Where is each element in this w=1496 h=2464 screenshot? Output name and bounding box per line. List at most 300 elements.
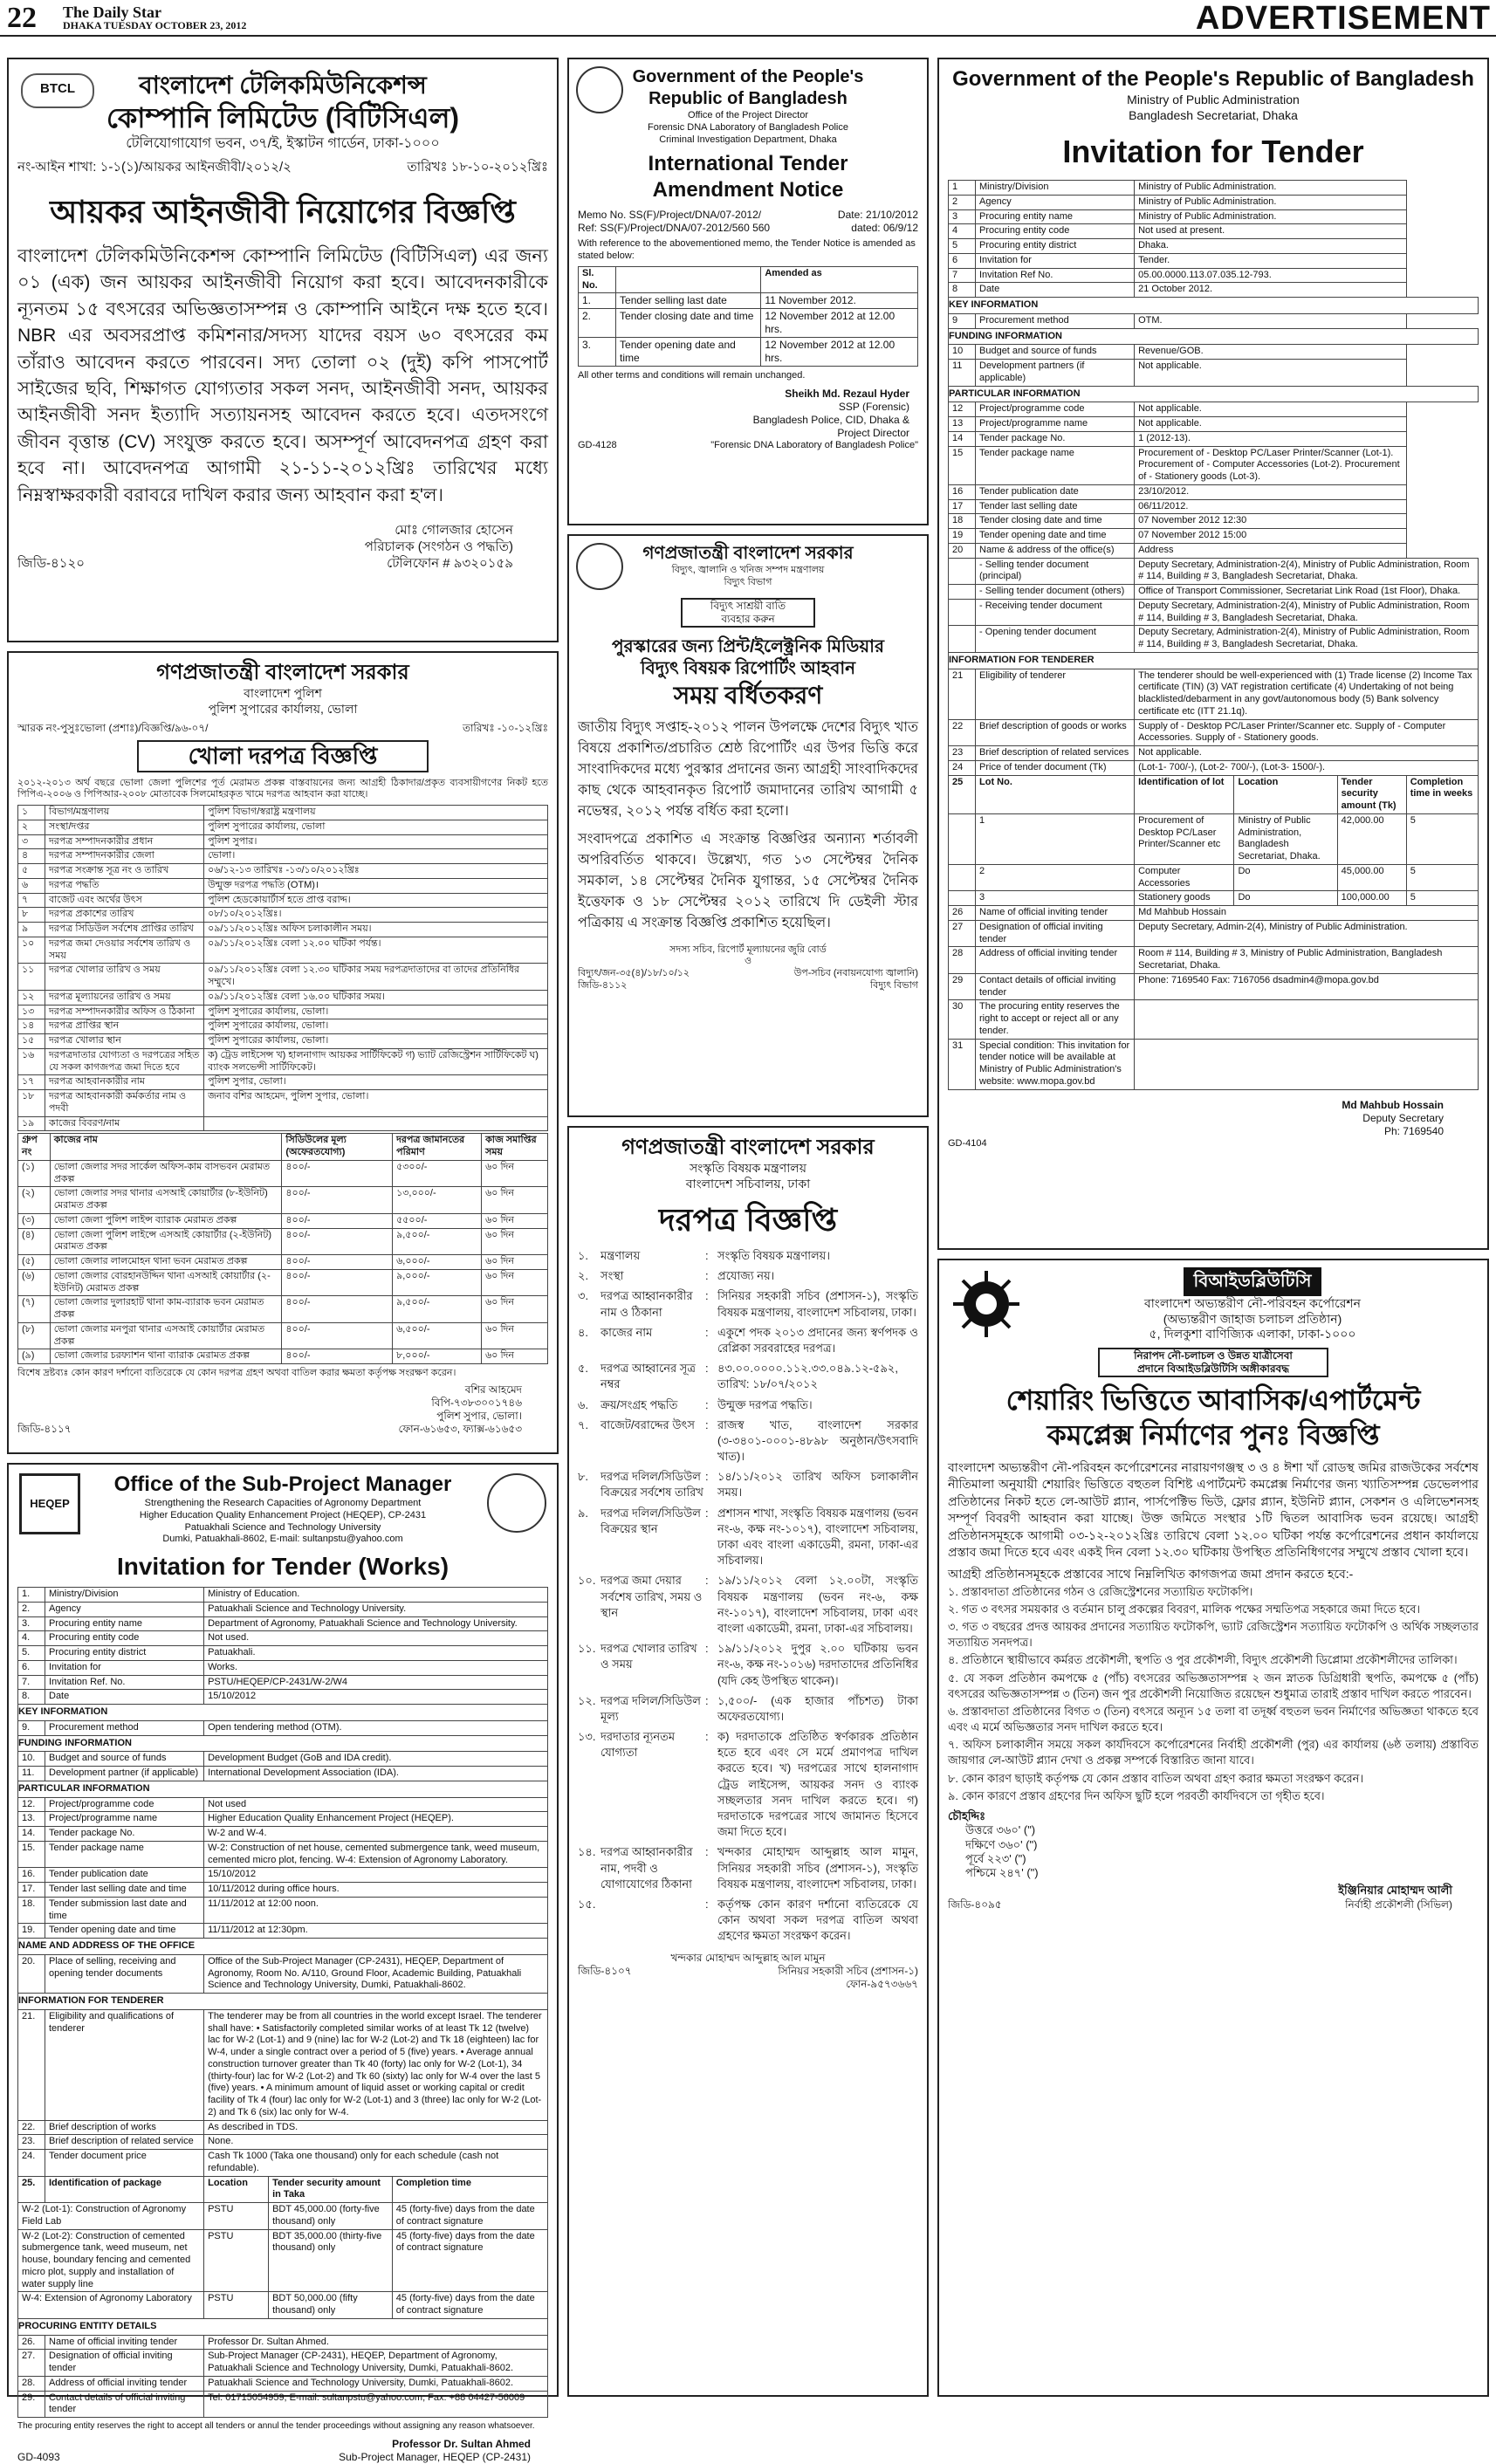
table-row <box>18 1269 548 1296</box>
table-cell: Procurement method <box>976 313 1135 328</box>
item-label: মন্ত্রণালয় <box>600 1249 641 1262</box>
table-cell: (১) <box>18 1160 51 1187</box>
table-cell: দরপত্র প্রকাশের তারিখ <box>45 908 204 923</box>
table-row <box>949 431 1479 446</box>
table-cell: Tender document price <box>45 2150 204 2177</box>
item-number: ১০. <box>578 1574 596 1588</box>
table-row <box>18 1048 548 1075</box>
table-cell: Deputy Secretary, Admin-2(4), Ministry of Public Administration. <box>1135 920 1479 947</box>
table-row <box>18 2009 548 2120</box>
table-cell: (৩) <box>18 1213 51 1228</box>
table-cell: Designation of official inviting tender <box>45 2350 204 2377</box>
table-cell: Development partners (if applicable) <box>976 360 1135 387</box>
table-cell: পুলিশ সুপার, ভোলা। <box>204 1075 548 1090</box>
item-number: ১১. <box>578 1642 596 1656</box>
table-cell: ভোলা জেলার সদর থানার এসআই কোয়ার্টার (৮-ইউনিট) মেরামত প্রকল্প <box>50 1187 282 1214</box>
biwtc-slogan1: নিরাপদ নৌ-চলাচল ও উন্নত যাত্রীসেবা <box>1134 1349 1293 1362</box>
biwtc-title2: কমপ্লেক্স নির্মাণের পুনঃ বিজ্ঞপ্তি <box>1047 1418 1380 1451</box>
table-cell: বাজেট এবং অর্থের উৎস <box>45 893 204 908</box>
separator: : <box>705 1470 709 1484</box>
table-cell: Do <box>1234 864 1337 891</box>
table-cell: Development partner (if applicable) <box>45 1767 204 1781</box>
list-item: ২. গত ৩ বৎসর সময়কার ও বর্তমান চালু প্রকল্পের বিবরণ, মালিক পক্ষের সম্মতিপত্র সহকারে জমা দিতে হবে। <box>948 1602 1421 1616</box>
table-cell: Not applicable. <box>1135 746 1479 761</box>
table-cell: সংস্থা/দপ্তর <box>45 820 204 834</box>
table-cell: - Receiving tender document <box>976 599 1135 626</box>
mopa-signer: Md Mahbub Hossain <box>1342 1098 1444 1111</box>
table-cell: Revenue/GOB. <box>1135 345 1407 360</box>
table-cell: দরপত্র আহবানকারীর নাম <box>45 1075 204 1090</box>
btcl-signer: মোঃ গোলজার হোসেন <box>395 523 513 539</box>
table-row <box>579 309 918 338</box>
table-cell: 9 <box>949 313 976 328</box>
biwtc-ref: জিডি-৪০৯৫ <box>948 1898 1002 1911</box>
table-cell: Brief description of works <box>45 2120 204 2135</box>
forensic-title1: International Tender <box>648 152 848 176</box>
table-row <box>949 224 1479 239</box>
culture-ministry-notice <box>567 1126 929 2397</box>
table-cell: Project/programme name <box>976 417 1135 432</box>
biwtc-req-title: আগ্রহী প্রতিষ্ঠানসমূহকে প্রস্তাবের সাথে নিম্নলিখিত কাগজপত্র জমা প্রদান করতে হবে:- <box>948 1567 1354 1582</box>
table-cell: 22 <box>949 719 976 746</box>
table-cell: উন্মুক্ত দরপত্র পদ্ধতি (OTM)। <box>204 878 548 893</box>
bhola-phone: ফোন-৬১৬৫৩, ফ্যাক্স-৬১৬৫৩ <box>398 1422 522 1435</box>
table-cell: 26 <box>949 906 976 921</box>
power-tagline2: ব্যবহার করুন <box>721 612 775 625</box>
bhola-intro: ২০১২-২০১৩ অর্থ বছরে ভোলা জেলা পুলিশের পূর্ত মেরামত প্রকল্প বাস্তবায়নের জন্য আগ্রহী ঠিকাদার/প্রকৃত ব্যবসায়ীগণের নিকট হতে পিপিএ-২০০৬ ও পিপিআর-২০০৮ মোতাবেক সিলমোহরকৃত খামে দরপত্র আহবান করা যাচ্ছে। <box>17 777 548 800</box>
table-cell: Higher Education Quality Enhancement Project (HEQEP). <box>204 1812 548 1827</box>
table-cell: Name & address of the office(s) <box>976 543 1135 558</box>
table-cell: 5 <box>1406 813 1478 864</box>
table-cell: - Selling tender document (principal) <box>976 558 1135 585</box>
table-cell: 16 <box>949 484 976 499</box>
item-value: খন্দকার মোহাম্মদ আব্দুল্লাহ আল মামুন, সিনিয়র সহকারী সচিব (প্রশাসন-১), সংস্কৃতি বিষয়ক মন্ত্রণালয়, বাংলাদেশ সচিবালয়, ঢাকা। <box>717 1845 918 1891</box>
bhola-date: তারিখঃ -১০-১২খ্রিঃ <box>462 722 548 734</box>
table-cell: 18 <box>949 514 976 529</box>
table-cell: 3. <box>18 1616 45 1631</box>
separator: : <box>705 1289 709 1303</box>
table-row <box>949 195 1479 209</box>
table-cell: Tender opening date and time <box>616 338 761 367</box>
table-row <box>18 1019 548 1034</box>
heqep-designation: Sub-Project Manager, HEQEP (CP-2431) <box>339 2450 531 2463</box>
list-item <box>578 1506 918 1569</box>
table-row <box>949 484 1479 499</box>
table-row <box>18 2150 548 2177</box>
table-cell: The procuring entity reserves the right to accept or reject all or any tender. <box>976 1000 1135 1039</box>
table-cell: ১৪ <box>18 1019 45 1034</box>
column-header: Identification of package <box>45 2176 204 2203</box>
table-cell: পুলিশ হেডকোয়ার্টার্স হতে প্রাপ্ত বরাদ্দ। <box>204 893 548 908</box>
table-cell: Budget and source of funds <box>976 345 1135 360</box>
table-row <box>18 864 548 879</box>
table-cell: Ministry/Division <box>45 1588 204 1603</box>
table-cell: Tender submission last date and time <box>45 1897 204 1924</box>
table-cell: ১৩,০০০/- <box>393 1187 482 1214</box>
table-cell: Procuring entity code <box>976 224 1135 239</box>
table-row <box>949 906 1479 921</box>
table-cell: 1 <box>949 181 976 196</box>
table-cell: ১২ <box>18 990 45 1005</box>
separator: : <box>705 1397 709 1411</box>
separator: : <box>705 1249 709 1262</box>
table-cell: ভোলা জেলার মনপুরা থানার এসআই কোয়ার্টার মেরামত প্রকল্প <box>50 1322 282 1349</box>
section-heading: FUNDING INFORMATION <box>18 1735 548 1752</box>
table-cell: 16. <box>18 1868 45 1883</box>
bhola-office: পুলিশ সুপারের কার্যালয়, ভোলা <box>208 701 358 716</box>
table-cell: As described in TDS. <box>204 2120 548 2135</box>
table-cell: Place of selling, receiving and opening tender documents <box>45 1954 204 1993</box>
table-cell: Tender publication date <box>976 484 1135 499</box>
forensic-dept: Criminal Investigation Department, Dhaka <box>659 134 837 145</box>
table-cell: Not applicable. <box>1135 402 1407 417</box>
table-cell: 12 November 2012 at 12.00 hrs. <box>761 338 918 367</box>
column-header: Identification of lot <box>1135 775 1234 813</box>
item-label: দরপত্র দলিল/সিডিউল বিক্রয়ের স্থান <box>600 1506 701 1535</box>
table-cell: Date <box>976 283 1135 298</box>
table-cell: W-2 (Lot-1): Construction of Agronomy Field Lab <box>18 2203 204 2230</box>
biwtc-designation: নির্বাহী প্রকৌশলী (সিভিল) <box>1345 1898 1452 1911</box>
heqep-logo: HEQEP <box>19 1473 80 1534</box>
table-row <box>949 514 1479 529</box>
table-cell: Procuring entity district <box>45 1646 204 1661</box>
table-cell: ৬০ দিন <box>482 1255 548 1270</box>
table-cell: BDT 45,000.00 (forty-five thousand) only <box>269 2203 393 2230</box>
table-cell: ৫ <box>18 864 45 879</box>
table-cell: ৪০০/- <box>282 1213 393 1228</box>
table-cell: Brief description of goods or works <box>976 719 1135 746</box>
table-cell: Invitation for <box>976 253 1135 268</box>
list-item: ৪. প্রতিষ্ঠানে স্থায়ীভাবে কর্মরত প্রকৌশলী, স্থপতি ও পুর প্রকৌশলী, বিদ্যুৎ প্রকৌশলী ডিপ্লোমা প্রকৌশলীদের তালিকা। <box>948 1653 1458 1667</box>
table-cell: Tender package name <box>45 1841 204 1868</box>
mopa-ref: GD-4104 <box>948 1137 987 1149</box>
heqep-sub1: Strengthening the Research Capacities of Agronomy Department <box>144 1498 422 1508</box>
table-cell: 9. <box>18 1720 45 1735</box>
table-cell: ৮ <box>18 908 45 923</box>
table-cell: ৬০ দিন <box>482 1160 548 1187</box>
power-ministry: বিদ্যুৎ, জ্বালানি ও খনিজ সম্পদ মন্ত্রণালয় <box>671 565 825 575</box>
forensic-ref-line: Ref: SS(F)/Project/DNA/07-2012/560 560 <box>578 222 771 235</box>
table-row <box>18 806 548 820</box>
table-cell: 07 November 2012 12:30 <box>1135 514 1407 529</box>
table-cell: Contact details of official inviting tender <box>45 2391 204 2418</box>
btcl-ref: জিডি-৪১২০ <box>17 555 86 571</box>
table-cell: ৮,০০০/- <box>393 1349 482 1364</box>
table-cell: ক) ট্রেড লাইসেন্স খ) হালনাগাদ আয়কর সার্টিফিকেট গ) ভ্যাট রেজিস্ট্রেশন সার্টিফিকেট ঘ) ব্যাংক সলভেন্সী সার্টিফিকেট। <box>204 1048 548 1075</box>
list-item <box>578 1325 918 1356</box>
table-row <box>949 345 1479 360</box>
table-cell: ভোলা জেলার লালমোহন থানা ভবন মেরামত প্রকল্প <box>50 1255 282 1270</box>
table-cell: 10/11/2012 during office hours. <box>204 1883 548 1898</box>
table-row <box>949 268 1479 283</box>
item-value: ১৯/১১/২০১২ বেলা ১২.০০টা, সংস্কৃতি বিষয়ক মন্ত্রণালয় (ভবন নং-৬, কক্ষ নং-১০১৭), বাংলাদেশ সচিবালয়, ঢাকা এবং বাংলা একাডেমী, রমনা, ঢাকা-এর সচিবালয়। <box>717 1574 918 1635</box>
table-cell: Ministry of Public Administration. <box>1135 181 1407 196</box>
biwtc-title1: শেয়ারিং ভিত্তিতে আবাসিক/এপার্টমেন্ট <box>1005 1383 1421 1416</box>
table-row <box>18 1602 548 1616</box>
section-heading: INFORMATION FOR TENDERER <box>18 1994 548 2010</box>
table-row <box>18 878 548 893</box>
table-cell: ১০ <box>18 937 45 964</box>
item-value: ১৪/১১/২০১২ তারিখ অফিস চলাকালীন সময়। <box>717 1470 918 1500</box>
table-cell: 1 (2012-13). <box>1135 431 1407 446</box>
table-row <box>18 1883 548 1898</box>
table-cell: 18. <box>18 1897 45 1924</box>
table-row <box>18 1349 548 1364</box>
table-cell: ৬ <box>18 878 45 893</box>
mopa-table <box>948 180 1479 1090</box>
item-value: ক) দরদাতাকে প্রতিষ্ঠিত স্বর্ণকারক প্রতিষ্ঠান হতে হবে এবং সে মর্মে প্রমাণপত্র দাখিল করতে হবে। খ) দরপত্রের সাথে হালনাগাদ ট্রেড লাইসেন্স, আয়কর সনদ ও ব্যাংক সচ্ছলতার সনদ দাখিল করতে হবে। গ) দরদাতাকে দরপত্রের সাথে জামানত হিসেবে জমা দিতে হবে। <box>717 1730 918 1839</box>
table-cell: 11/11/2012 at 12:30pm. <box>204 1924 548 1939</box>
table-cell: 29 <box>949 973 976 1000</box>
table-row <box>949 529 1479 544</box>
table-row <box>18 1752 548 1767</box>
table-cell: ০৮/১০/২০১২খ্রিঃ। <box>204 908 548 923</box>
table-cell: ৫৩০০/- <box>393 1160 482 1187</box>
table-cell: ০৯/১১/২০১২খ্রিঃ বেলা ১২.০০ ঘটিকা পর্যন্ত। <box>204 937 548 964</box>
table-row <box>949 402 1479 417</box>
table-row <box>18 1228 548 1255</box>
table-cell: 15/10/2012 <box>204 1690 548 1705</box>
power-ref: জিডি-৪১১২ <box>578 979 628 991</box>
table-cell: Not used at present. <box>1135 224 1407 239</box>
item-label: দরপত্র দলিল/সিডিউল মূল্য <box>600 1693 701 1723</box>
table-cell: 45 (forty-five) days from the date of contract signature <box>392 2203 547 2230</box>
btcl-org-line1: বাংলাদেশ টেলিকমিউনিকেশন্স <box>139 72 427 99</box>
culture-phone: ফোন-৯৫৭৩৬৬৭ <box>846 1977 918 1990</box>
power-tagline1: বিদ্যুৎ সাশ্রয়ী বাতি <box>710 599 786 612</box>
table-cell: ১ <box>18 806 45 820</box>
table-cell: Tender selling last date <box>616 293 761 309</box>
table-cell: Name of official inviting tender <box>45 2335 204 2350</box>
table-row <box>18 1868 548 1883</box>
table-cell: ৪০০/- <box>282 1349 393 1364</box>
table-cell: পুলিশ বিভাগ/স্বরাষ্ট্র মন্ত্রণালয় <box>204 806 548 820</box>
mopa-notice <box>937 58 1489 1250</box>
table-cell: Special condition: This invitation for tender notice will be available at Ministry of Public Administration's website: www.mopa.gov.bd <box>976 1039 1135 1089</box>
table-cell: Ministry of Public Administration. <box>1135 195 1407 209</box>
power-body1: জাতীয় বিদ্যুৎ সপ্তাহ-২০১২ পালন উপলক্ষে দেশের বিদ্যুৎ খাত বিষয়ে প্রকাশিত/প্রচারিত শ্রেষ্ঠ রিপোর্টিং এর উপর ভিত্তি করে সাংবাদিকদের মধ্যে পুরস্কার প্রদানের জন্য আগ্রহী সাংবাদিকদের কাছ থেকে আহবানকৃত রিপোর্ট জমাদানের তারিখ আগামী ৫ নভেম্বর, ২০১২ পর্যন্ত বর্ধিত করা হলো। <box>578 719 918 819</box>
table-row <box>18 1797 548 1812</box>
column-header: Lot No. <box>976 775 1135 813</box>
table-cell: Not used. <box>204 1631 548 1646</box>
section-heading: PARTICULAR INFORMATION <box>18 1781 548 1797</box>
list-item <box>578 1844 918 1892</box>
table-cell: 15. <box>18 1841 45 1868</box>
column-header <box>616 266 761 293</box>
table-row <box>949 209 1479 224</box>
table-row <box>18 893 548 908</box>
table-cell: 21 <box>949 669 976 719</box>
table-cell: Not applicable. <box>1135 417 1407 432</box>
table-cell: 12 <box>949 402 976 417</box>
table-row <box>18 2391 548 2418</box>
table-cell: Deputy Secretary, Administration-2(4), Ministry of Public Administration, Room # 114, Building # 3, Bangladesh Secretariat, Dhaka. <box>1135 558 1479 585</box>
column-header: Completion time in weeks <box>1406 775 1478 813</box>
bhola-designation: পুলিশ সুপার, ভোলা। <box>436 1409 522 1422</box>
table-cell: (Lot-1- 700/-), (Lot-2- 700/-), (Lot-3- 1500/-). <box>1135 760 1479 775</box>
table-row <box>949 1000 1479 1039</box>
table-cell: ০৯/১১/২০১২খ্রিঃ বেলা ১২.৩০ ঘটিকার সময় দরপত্রদাতাদের বা তাদের প্রতিনিধির সম্মুখে। <box>204 964 548 991</box>
table-cell: Eligibility of tenderer <box>976 669 1135 719</box>
table-cell: ৬০ দিন <box>482 1213 548 1228</box>
table-cell: Patuakhali Science and Technology University, Dumki, Patuakhali-8602. <box>204 2376 548 2391</box>
table-cell: ভোলা জেলার সদর সার্কেল অফিস-কাম বাসভবন মেরামত প্রকল্প <box>50 1160 282 1187</box>
table-cell: 3. <box>579 338 616 367</box>
table-cell: 5 <box>1406 864 1478 891</box>
table-row <box>949 760 1479 775</box>
table-cell: Tender last selling date and time <box>45 1883 204 1898</box>
item-value: রাজস্ব খাত, বাংলাদেশ সরকার (৩-৩৪০১-০০০১-৪৮৯৮ অনুষ্ঠান/উৎসবাদি খাত)। <box>717 1417 918 1464</box>
table-row <box>18 1213 548 1228</box>
power-title1: পুরস্কারের জন্য প্রিন্ট/ইলেক্ট্রনিক মিডিয়ার <box>612 636 884 656</box>
table-cell: Development Budget (GoB and IDA credit). <box>204 1752 548 1767</box>
table-cell: 23/10/2012. <box>1135 484 1407 499</box>
forensic-table <box>578 266 918 367</box>
column-header: গ্রুপ নং <box>18 1134 51 1161</box>
table-cell: Phone: 7169540 Fax: 7167056 dsadmin4@mopa.gov.bd <box>1135 973 1479 1000</box>
table-cell: ১৭ <box>18 1075 45 1090</box>
page-header <box>0 0 1496 37</box>
table-cell: 2 <box>976 864 1135 891</box>
table-row <box>949 746 1479 761</box>
table-cell: ৪০০/- <box>282 1322 393 1349</box>
table-cell: Professor Dr. Sultan Ahmed. <box>204 2335 548 2350</box>
table-cell: 19 <box>949 529 976 544</box>
separator: : <box>705 1642 709 1656</box>
table-cell: Office of Transport Commissioner, Secretariat Link Road (1st Floor), Dhaka. <box>1135 585 1479 600</box>
heqep-heading: Invitation for Tender (Works) <box>116 1553 449 1580</box>
mopa-designation: Deputy Secretary <box>1362 1111 1444 1124</box>
table-cell: 11 <box>949 360 976 387</box>
table-cell: (৭) <box>18 1296 51 1323</box>
list-item <box>578 1248 918 1264</box>
table-cell: Ministry/Division <box>976 181 1135 196</box>
government-seal-icon <box>576 543 623 590</box>
table-cell: Computer Accessories <box>1135 864 1234 891</box>
table-cell: 4. <box>18 1631 45 1646</box>
item-label: বাজেট/বরাদ্দের উৎস <box>600 1417 695 1431</box>
biwtc-intro: বাংলাদেশ অভ্যন্তরীণ নৌ-পরিবহন কর্পোরেশনের নারায়ণগঞ্জস্থ ৩ ও ৪ ঈশা খাঁ রোডস্থ জমির রাজউকের সর্বশেষ নীতিমালা অনুযায়ী শেয়ারিং ভিত্তিতে বহুতল বিশিষ্ট এপার্টমেন্ট কমপ্লেক্স নির্মাণের জন্য খ্যাতিসম্পন্ন ডেভেলপার প্রতিষ্ঠানের নিকট হতে লে-আউট প্ল্যান, পার্সপেক্টিভ ভিউ, ফ্লোর প্ল্যান, ইউনিট প্ল্যান, সেকশন ও এলিভেশনসহ সম্পূর্ণ বিবরণী আহবান করা যাচ্ছে। উক্ত জমিতে সংস্থার ১টি দ্বিতল আবাসিক ভবন রয়েছে। আগ্রহী প্রতিষ্ঠানসমূহকে আগামী ০৩-১২-২০১২খ্রিঃ তারিখে বেলা ১২.০০ ঘটিকা পর্যন্ত কর্পোরেশনের প্রধান কার্যালয়ে প্রস্তাব জমা দিতে হবে এবং একই দিন বেলা ১২.৩০ ঘটিকায় উপস্থিত প্রতিনিধিগণের সম্মুখে প্রস্তাব খোলা হবে। <box>948 1459 1479 1560</box>
list-item: ৭. অফিস চলাকালীন সময়ে সকল কার্যদিবসে কর্পোরেশনের নির্বাহী প্রকৌশলী (পুর) এর কার্যালয় (৬ষ্ঠ তলায়) প্রস্তাবিত জায়গার লে-আউট প্ল্যান দেখা ও প্রকল্প সম্পর্কে বিস্তারিত জানা যাবে। <box>948 1738 1479 1767</box>
separator: : <box>705 1574 709 1588</box>
forensic-sig2: Bangladesh Police, CID, Dhaka & <box>752 414 909 426</box>
table-row <box>18 849 548 864</box>
btcl-title: আয়কর আইনজীবী নিয়োগের বিজ্ঞপ্তি <box>50 193 516 230</box>
table-cell: 20 <box>949 543 976 558</box>
table-row <box>18 820 548 834</box>
table-row <box>949 253 1479 268</box>
table-cell: Cash Tk 1000 (Taka one thousand) only for each schedule (cash not refundable). <box>204 2150 548 2177</box>
biwtc-brand: বিআইডব্লিউটিসি <box>1184 1267 1322 1296</box>
item-label: দরপত্র দলিল/সিডিউল বিক্রয়ের সর্বশেষ তারিখ <box>600 1470 703 1500</box>
table-cell: Name of official inviting tender <box>976 906 1135 921</box>
forensic-notice <box>567 58 929 525</box>
list-item <box>578 1469 918 1500</box>
table-cell: 30 <box>949 1000 976 1039</box>
table-row <box>949 920 1479 947</box>
table-cell: (৮) <box>18 1322 51 1349</box>
table-cell: Office of the Sub-Project Manager (CP-2431), HEQEP, Department of Agronomy, Room No. A/110, Ground Floor, Academic Building, Patuakhali Science and Technology University, Dumki, Patuakhali-8602. <box>204 1954 548 1993</box>
table-cell: 2. <box>18 1602 45 1616</box>
table-cell: ৯ <box>18 923 45 937</box>
table-cell: PSTU <box>204 2203 269 2230</box>
item-number: ১২. <box>578 1693 596 1707</box>
column-header: 25 <box>949 775 976 813</box>
table-cell: OTM. <box>1135 313 1407 328</box>
table-cell: 2 <box>949 195 976 209</box>
item-label: দরদাতার ন্যূনতম যোগ্যতা <box>600 1730 676 1760</box>
list-item <box>578 1397 918 1413</box>
table-cell: Address of official inviting tender <box>976 947 1135 974</box>
table-row <box>949 417 1479 432</box>
table-row <box>18 1588 548 1603</box>
table-cell: Price of tender document (Tk) <box>976 760 1135 775</box>
table-cell: W-2 and W-4. <box>204 1827 548 1842</box>
table-row <box>18 1767 548 1781</box>
table-cell: ৯,০০০/- <box>393 1269 482 1296</box>
table-cell: Works. <box>204 1660 548 1675</box>
item-label <box>600 1897 705 1945</box>
table-row <box>18 1296 548 1323</box>
biwtc-org: বাংলাদেশ অভ্যন্তরীণ নৌ-পরিবহন কর্পোরেশন <box>1143 1296 1362 1310</box>
table-cell: Eligibility and qualifications of tenderer <box>45 2009 204 2120</box>
table-cell: Procuring entity code <box>45 1631 204 1646</box>
boundary-item: দক্ষিণে ৩৬০' (") <box>965 1837 1038 1851</box>
btcl-memo: নং-আইন শাখা: ১-১(১)/আয়কর আইনজীবী/২০১২/২ <box>17 160 292 175</box>
heqep-notice <box>7 1463 559 2463</box>
table-cell: Contact details of official inviting tender <box>976 973 1135 1000</box>
item-number: ৮. <box>578 1470 589 1484</box>
item-value: কর্তৃপক্ষ কোন কারণ দর্শানো ব্যতিরেকে যে কোন অথবা সকল দরপত্র বাতিল অথবা গ্রহণের ক্ষমতা সংরক্ষণ করেন। <box>717 1897 918 1943</box>
table-row <box>18 1827 548 1842</box>
bhola-works-table <box>17 1133 548 1364</box>
table-cell: 45,000.00 <box>1337 864 1406 891</box>
section-heading: PROCURING ENTITY DETAILS <box>18 2318 548 2335</box>
power-division: বিদ্যুৎ বিভাগ <box>724 576 772 587</box>
table-row <box>18 1924 548 1939</box>
table-cell: Patuakhali. <box>204 1646 548 1661</box>
separator: : <box>705 1325 709 1339</box>
culture-ministry: সংস্কৃতি বিষয়ক মন্ত্রণালয় <box>690 1161 806 1175</box>
table-row <box>18 1616 548 1631</box>
table-cell: The tenderer may be from all countries in the world except Israel. The tenderer shall have: • Satisfactorily completed similar works of at least Tk 12 (twelve) lac for W-2 (Lot-1) and 9 (nine) lac for W-2 (Lot-2) and Tk 18 (eighteen) lac for W-4, under a single contract over a period of 5 (five) years. • Average annual construction turnover greater than Tk 40 (forty) lac only for W-2 (Lot-1), 34 (thirty-four) lac for W-2 (Lot-2) and Tk 60 (sixty) lac only for W-4 over the last 5 (five) years. • A minimum amount of liquid asset or working capital or credit facility of Tk 4 (four) lac only for W-2 (Lot-1) and 3 (three) lac only for W-2 (Lot-2) and Tk 6 (six) lac only for W-4. <box>204 2009 548 2120</box>
btcl-address: টেলিযোগাযোগ ভবন, ৩৭/ই, ইস্কাটন গার্ডেন, ঢাকা-১০০০ <box>126 136 440 151</box>
table-cell: ভোলা জেলার চরফ্যাশন থানা ব্যারাক মেরামত প্রকল্প <box>50 1349 282 1364</box>
table-cell: 12 November 2012 at 12.00 hrs. <box>761 309 918 338</box>
table-row <box>949 585 1479 600</box>
table-cell: PSTU <box>204 2292 269 2319</box>
table-cell: 5 <box>1406 891 1478 906</box>
table-cell: বিভাগ/মন্ত্রণালয় <box>45 806 204 820</box>
column-header: 25. <box>18 2176 45 2203</box>
list-item <box>578 1417 918 1465</box>
list-item <box>578 1268 918 1284</box>
table-cell: Tender package No. <box>976 431 1135 446</box>
table-row <box>18 1631 548 1646</box>
table-cell: (৯) <box>18 1349 51 1364</box>
table-cell: Procurement of - Desktop PC/Laser Printer/Scanner (Lot-1). Procurement of - Computer Accessories (Lot-2). Procurement of - Stationery goods (Lot-3). <box>1135 446 1407 484</box>
forensic-sig3: Project Director <box>837 427 909 439</box>
table-cell: ৩ <box>18 834 45 849</box>
heqep-ref: GD-4093 <box>17 2450 60 2463</box>
item-label: ক্রয়/সংগ্রহ পদ্ধতি <box>600 1397 678 1411</box>
table-cell: Agency <box>976 195 1135 209</box>
table-cell: Do <box>1234 891 1337 906</box>
table-row <box>18 964 548 991</box>
power-division-notice <box>567 534 929 1117</box>
culture-ref: জিডি-৪১০৭ <box>578 1964 632 1977</box>
table-row <box>949 813 1479 864</box>
